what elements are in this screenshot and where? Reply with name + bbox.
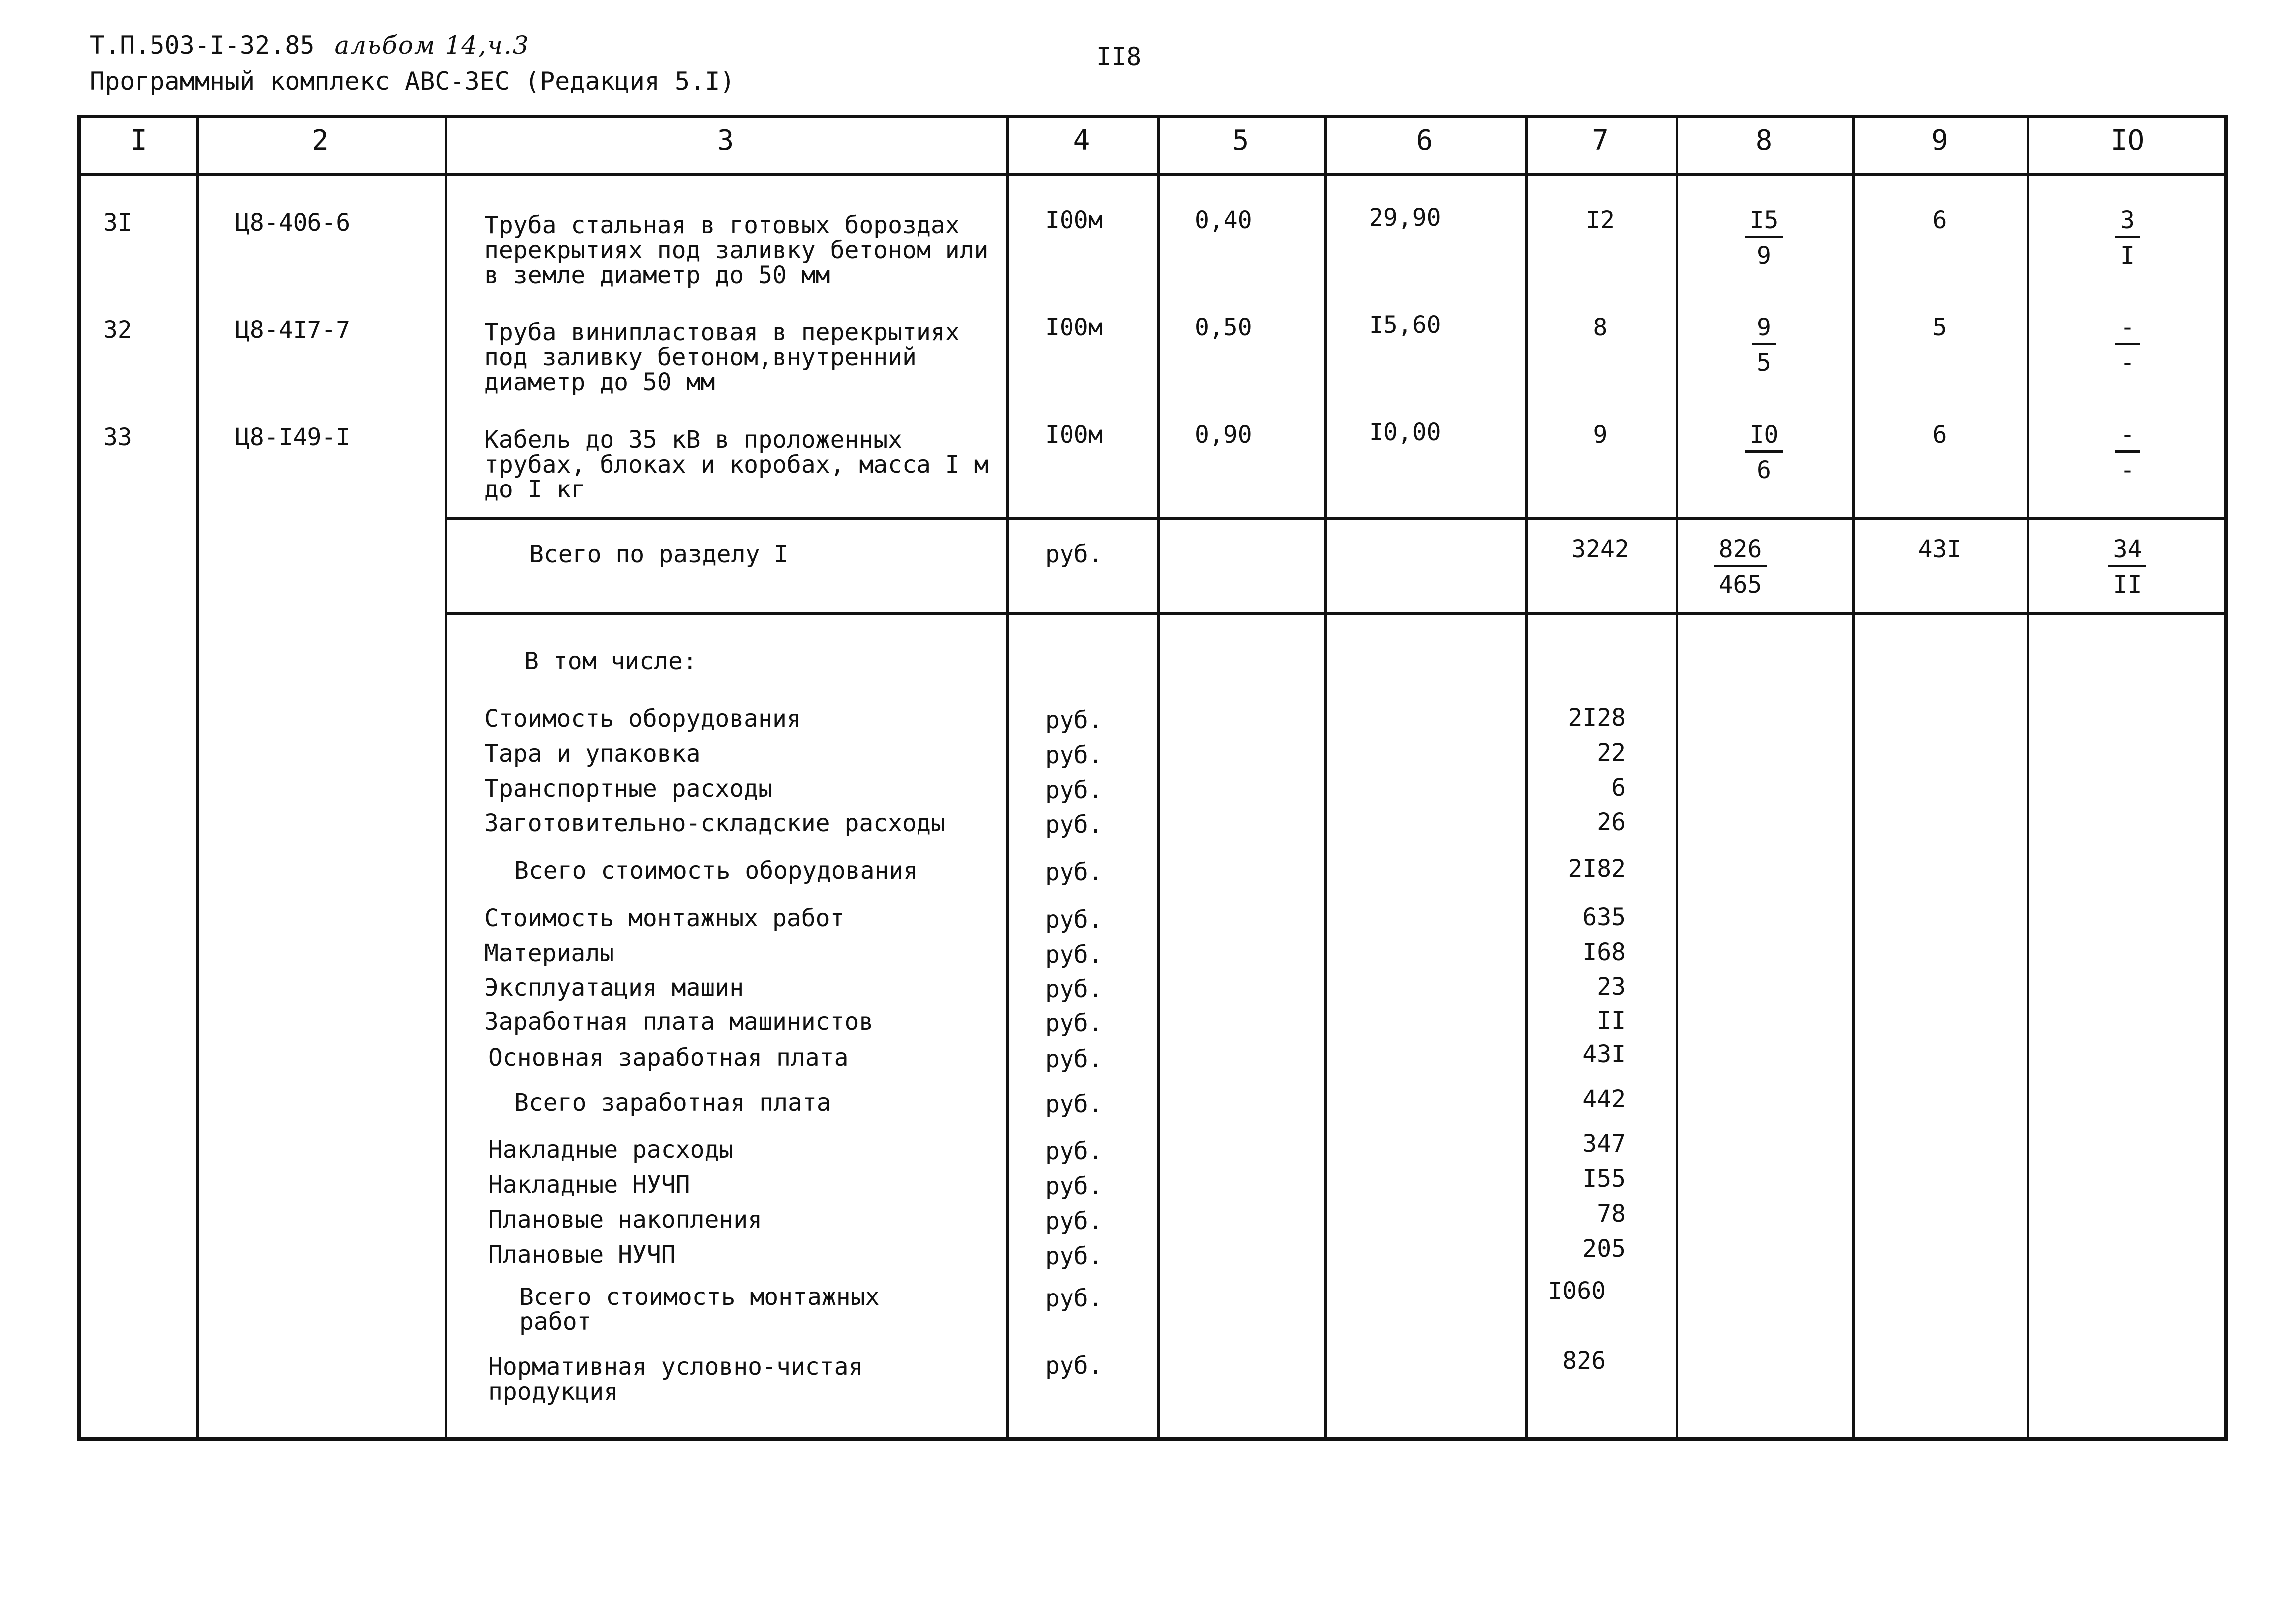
breakdown-value: 2I28 [1568, 704, 1626, 732]
breakdown-value: 635 [1582, 903, 1626, 931]
column-header-3: 3 [717, 124, 734, 157]
breakdown-value: 442 [1582, 1085, 1626, 1113]
fraction-numerator: - [2115, 312, 2140, 345]
breakdown-unit: руб. [1045, 1285, 1103, 1312]
row-col7: I2 [1586, 206, 1615, 234]
breakdown-label: Транспортные расходы [484, 775, 772, 803]
total-col9: 43I [1918, 535, 1962, 563]
row-number: 33 [103, 423, 132, 451]
breakdown-unit: руб. [1045, 975, 1103, 1003]
breakdown-value: 6 [1611, 774, 1626, 802]
breakdown-subtotal-label: Всего заработная плата [514, 1089, 831, 1117]
document-code-line [90, 27, 735, 63]
row-code: Ц8-4I7-7 [235, 316, 351, 344]
fraction-denominator: 465 [1718, 571, 1762, 599]
breakdown-label: Плановые накопления [488, 1206, 763, 1234]
row-price: 29,90 [1369, 204, 1441, 232]
fraction-denominator: - [2120, 456, 2135, 484]
breakdown-value: 26 [1597, 809, 1626, 836]
fraction-denominator: 6 [1757, 456, 1771, 484]
breakdown-label: Нормативная условно-чистая продукция [488, 1353, 863, 1406]
row-col8-fraction [1676, 310, 1852, 380]
column-header-5: 5 [1232, 124, 1249, 157]
fraction-denominator: 5 [1757, 349, 1771, 377]
breakdown-label: Заготовительно-складские расходы [484, 810, 945, 837]
row-number: 3I [103, 209, 132, 237]
breakdown-unit: руб. [1045, 1009, 1103, 1037]
breakdown-label: Плановые НУЧП [488, 1241, 676, 1269]
row-quantity: 0,50 [1195, 314, 1252, 341]
breakdown-label: Стоимость оборудования [484, 705, 801, 733]
total-label: Всего по разделу I [529, 540, 789, 568]
breakdown-unit: руб. [1045, 906, 1103, 934]
breakdown-unit: руб. [1045, 1137, 1103, 1165]
document-code: Т.П.503-I-32.85 [90, 31, 315, 60]
breakdown-unit: руб. [1045, 1090, 1103, 1118]
fraction-numerator: 3 [2115, 205, 2140, 238]
row-price: I0,00 [1369, 418, 1441, 446]
breakdown-subtotal-label: Всего стоимость монтажных работ [519, 1283, 880, 1336]
breakdown-unit: руб. [1045, 811, 1103, 839]
column-header-10: IO [2110, 124, 2144, 157]
column-header-6: 6 [1416, 124, 1433, 157]
breakdown-value: I55 [1582, 1165, 1626, 1193]
row-col7: 9 [1593, 421, 1608, 449]
breakdown-unit: руб. [1045, 741, 1103, 769]
breakdown-label: Стоимость монтажных работ [484, 904, 845, 932]
breakdown-unit: руб. [1045, 858, 1103, 886]
breakdown-value: 78 [1597, 1200, 1626, 1228]
breakdown-label: Накладные НУЧП [488, 1171, 690, 1199]
handwritten-album-note: альбом 14,ч.3 [334, 31, 530, 60]
column-header-7: 7 [1592, 124, 1609, 157]
row-description: Кабель до 35 кВ в проложенных трубах, блоках и коробах, масса I м до I кг [484, 426, 989, 503]
breakdown-unit: руб. [1045, 941, 1103, 969]
row-col9: 6 [1932, 421, 1947, 449]
breakdown-value: 205 [1582, 1235, 1626, 1263]
breakdown-label: Накладные расходы [488, 1136, 734, 1164]
total-col8-fraction [1676, 532, 1805, 602]
column-divider [1157, 118, 1160, 1437]
row-number: 32 [103, 316, 132, 344]
fraction-numerator: 34 [2108, 534, 2147, 567]
section-divider [445, 517, 2224, 520]
breakdown-unit: руб. [1045, 1352, 1103, 1380]
breakdown-unit: руб. [1045, 706, 1103, 734]
breakdown-label: Тара и упаковка [484, 740, 701, 768]
column-divider [196, 118, 199, 1437]
breakdown-value: I060 [1548, 1277, 1606, 1305]
row-col10-fraction [2027, 310, 2228, 380]
row-code: Ц8-406-6 [235, 209, 351, 237]
fraction-denominator: I [2120, 242, 2135, 270]
breakdown-value: 347 [1582, 1130, 1626, 1158]
row-col9: 6 [1932, 206, 1947, 234]
row-col10-fraction [2027, 203, 2228, 273]
column-header-2: 2 [312, 124, 329, 157]
breakdown-heading: В том числе: [524, 648, 697, 675]
breakdown-value: 22 [1597, 739, 1626, 767]
breakdown-value: 2I82 [1568, 855, 1626, 883]
total-col7: 3242 [1571, 535, 1629, 563]
fraction-denominator: - [2120, 349, 2135, 377]
fraction-numerator: - [2115, 419, 2140, 453]
document-header [90, 27, 735, 99]
row-quantity: 0,90 [1195, 421, 1252, 449]
row-quantity: 0,40 [1195, 206, 1252, 234]
row-col7: 8 [1593, 314, 1608, 341]
row-price: I5,60 [1369, 311, 1441, 339]
column-divider [1006, 118, 1009, 1437]
breakdown-value: 23 [1597, 973, 1626, 1001]
breakdown-value: I68 [1582, 938, 1626, 966]
breakdown-label: Эксплуатация машин [484, 974, 744, 1002]
total-col10-fraction [2027, 532, 2228, 602]
breakdown-unit: руб. [1045, 1045, 1103, 1073]
estimate-table [77, 115, 2228, 1441]
row-unit: I00м [1045, 314, 1103, 341]
row-col8-fraction [1676, 417, 1852, 487]
breakdown-unit: руб. [1045, 1172, 1103, 1200]
row-unit: I00м [1045, 421, 1103, 449]
fraction-numerator: I5 [1745, 205, 1784, 238]
column-divider [445, 118, 447, 1437]
fraction-numerator: I0 [1745, 419, 1784, 453]
row-description: Труба стальная в готовых бороздах перекрытиях под заливку бетоном или в земле диаметр до 50 мм [484, 211, 989, 289]
fraction-denominator: II [2113, 571, 2142, 599]
breakdown-label: Заработная плата машинистов [484, 1008, 874, 1036]
fraction-numerator: 9 [1752, 312, 1776, 345]
column-header-8: 8 [1755, 124, 1773, 157]
breakdown-subtotal-label: Всего стоимость оборудования [514, 857, 918, 885]
breakdown-value: 43I [1582, 1040, 1626, 1068]
software-line: Программный комплекс АВС-ЗЕС (Редакция 5.I) [90, 67, 735, 96]
row-unit: I00м [1045, 206, 1103, 234]
breakdown-label: Основная заработная плата [488, 1044, 849, 1072]
breakdown-unit: руб. [1045, 1242, 1103, 1270]
row-description: Труба винипластовая в перекрытиях под заливку бетоном,внутренний диаметр до 50 мм [484, 319, 960, 396]
row-col9: 5 [1932, 314, 1947, 341]
page-number: II8 [1096, 42, 1142, 71]
breakdown-unit: руб. [1045, 1207, 1103, 1235]
column-header-9: 9 [1931, 124, 1948, 157]
column-header-4: 4 [1073, 124, 1090, 157]
fraction-denominator: 9 [1757, 242, 1771, 270]
header-divider [81, 173, 2224, 176]
breakdown-value: II [1597, 1007, 1626, 1035]
column-header-1: I [130, 124, 147, 157]
fraction-numerator: 826 [1714, 534, 1767, 567]
breakdown-value: 826 [1562, 1347, 1606, 1375]
row-col8-fraction [1676, 203, 1852, 273]
row-col10-fraction [2027, 417, 2228, 487]
column-divider [1324, 118, 1327, 1437]
total-unit: руб. [1045, 540, 1103, 568]
section-divider [445, 612, 2224, 615]
breakdown-label: Материалы [484, 939, 614, 967]
row-code: Ц8-I49-I [235, 423, 351, 451]
breakdown-unit: руб. [1045, 776, 1103, 804]
